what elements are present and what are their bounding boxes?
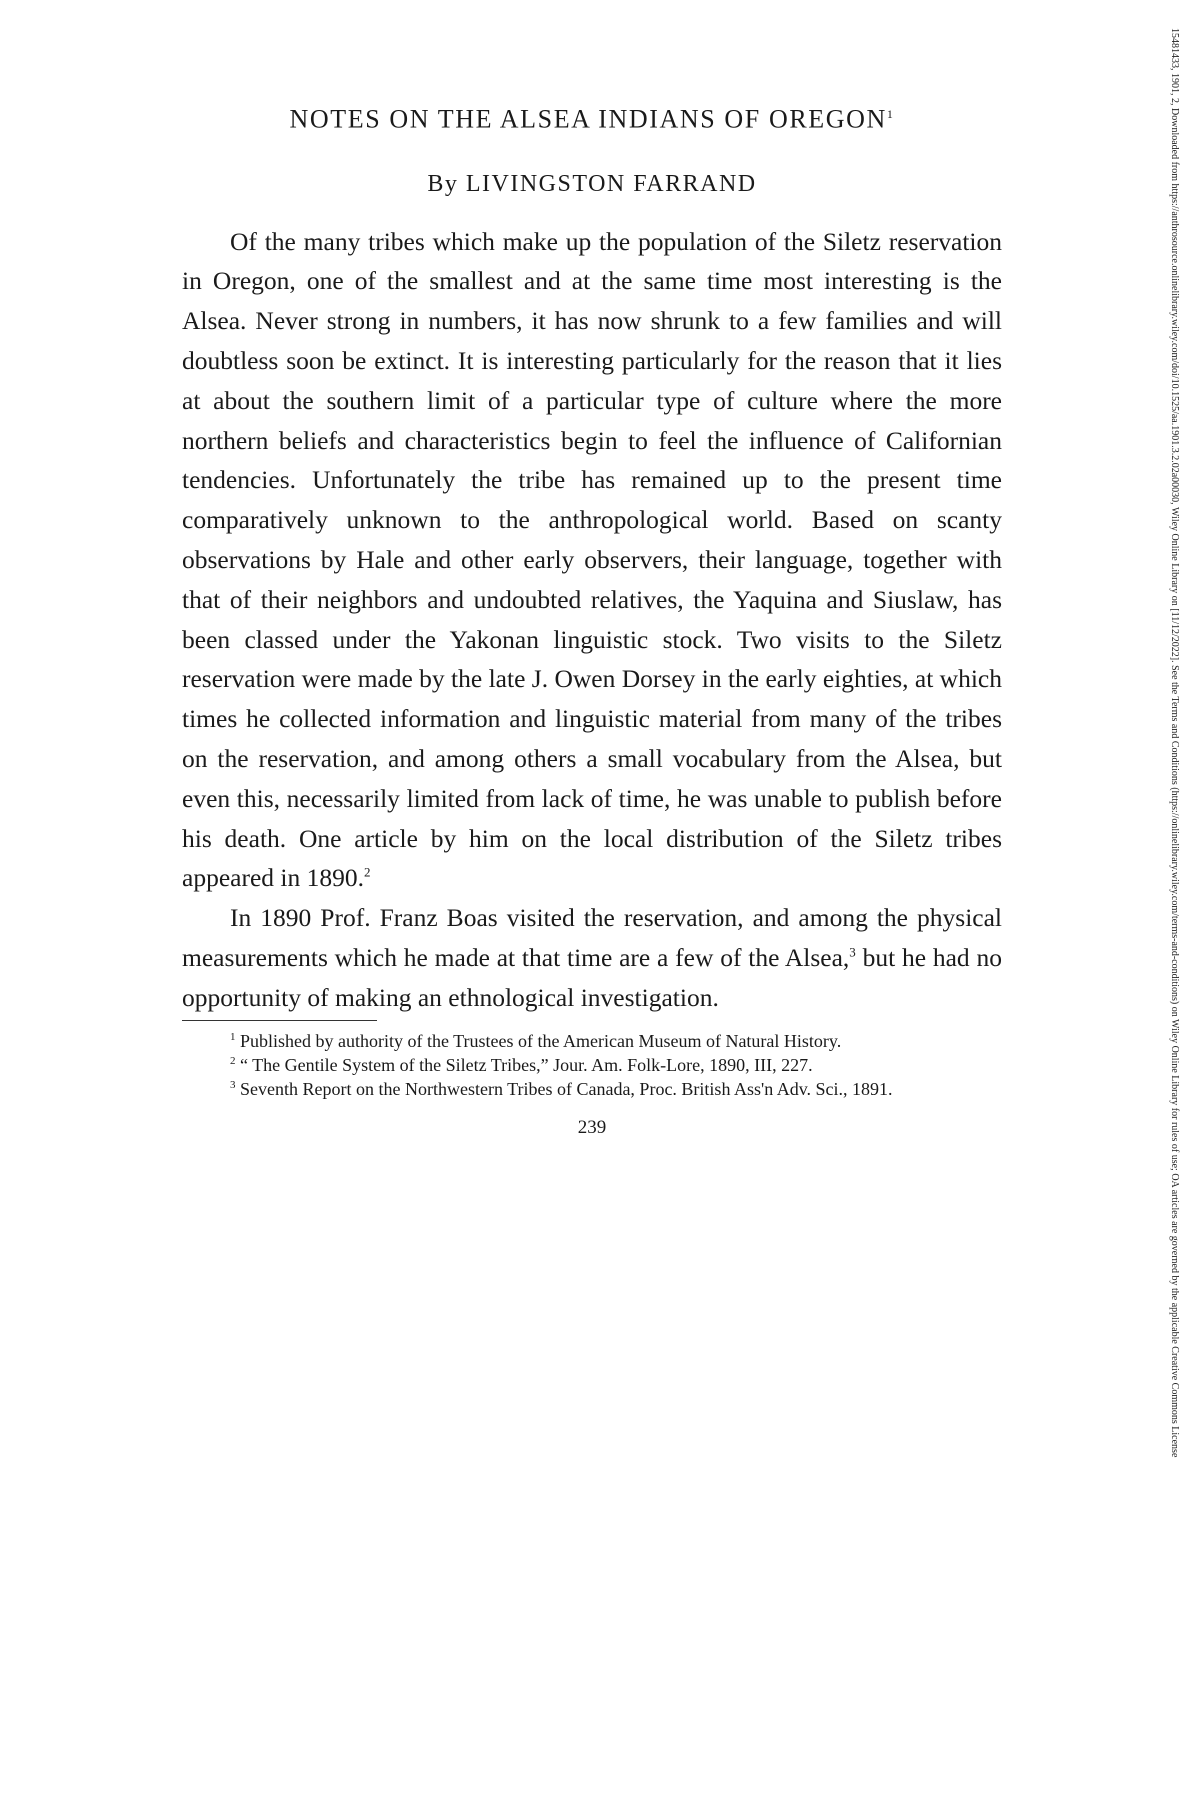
download-notice[interactable]: 15481433, 1901, 2, Downloaded from https://anthrosource.onlinelibrary.wiley.com/doi/10.1525/aa.1901.3.2.02a00030, Wiley Online Library on [11/12/2022]. See the Terms and Conditions (https://onlinelibrary.wiley.com/terms-and-conditions) on Wiley Online Library for rules of use; OA articles are governed by the applicable Creative Commons License (1169, 28, 1180, 1458)
footnote-2-text: “ The Gentile System of the Siletz Tribes,” Jour. Am. Folk-Lore, 1890, III, 227. (240, 1054, 813, 1075)
footnote-2 (182, 1053, 1002, 1077)
footnote-3 (182, 1077, 1002, 1101)
footnote-marker-3[interactable]: 3 (849, 944, 856, 960)
paragraph-1 (182, 222, 1002, 899)
paragraph-2-text-a: In 1890 Prof. Franz Boas visited the reservation, and among the physical measurements which he made at that time are a few of the Alsea, (182, 903, 1002, 972)
footnotes (182, 1029, 1002, 1101)
page-number: 239 (577, 1116, 607, 1138)
footnote-1 (182, 1029, 1002, 1053)
article-body (182, 222, 1002, 1018)
paragraph-2-text-b: but he had no opportunity of making an ethnological investigation. (182, 943, 1002, 1012)
article-page (182, 96, 1002, 1139)
article-title (182, 96, 1002, 138)
footnote-3-text: Seventh Report on the Northwestern Tribes of Canada, Proc. British Ass'n Adv. Sci., 1891. (240, 1078, 893, 1099)
footnote-divider (182, 1020, 377, 1021)
paragraph-2 (182, 898, 1002, 1017)
paragraph-1-text: Of the many tribes which make up the population of the Siletz reservation in Oregon, one of the smallest and at the same time most interesting is the Alsea. Never strong in numbers, it has now shrunk to a few families and will doubtless soon be extinct. It is interesting particularly for the reason that it lies at about the southern limit of a particular type of culture where the more northern beliefs and characteristics begin to feel the influence of Californian tendencies. Unfortunately the tribe has remained up to the present time comparatively unknown to the anthropological world. Based on scanty observations by Hale and other early observers, their language, together with that of their neighbors and undoubted relatives, the Yaquina and Siuslaw, has been classed under the Yakonan linguistic stock. Two visits to the Siletz reservation were made by the late J. Owen Dorsey in the early eighties, at which times he collected information and linguistic material from many of the tribes on the reservation, and among others a small vocabulary from the Alsea, but even this, necessarily limited from lack of time, he was unable to publish before his death. One article by him on the local distribution of the Siletz tribes appeared in 1890. (182, 226, 1002, 893)
title-footnote-marker[interactable]: 1 (886, 107, 895, 121)
footnote-marker-2[interactable]: 2 (363, 864, 371, 880)
footnote-1-text: Published by authority of the Trustees of the American Museum of Natural History. (240, 1030, 842, 1051)
title-text: NOTES ON THE ALSEA INDIANS OF OREGON (289, 104, 887, 134)
footnote-2-mark: 2 (230, 1054, 236, 1067)
footnote-1-mark: 1 (230, 1030, 236, 1043)
footnote-3-mark: 3 (230, 1078, 236, 1091)
author-byline: By LIVINGSTON FARRAND (427, 170, 757, 197)
